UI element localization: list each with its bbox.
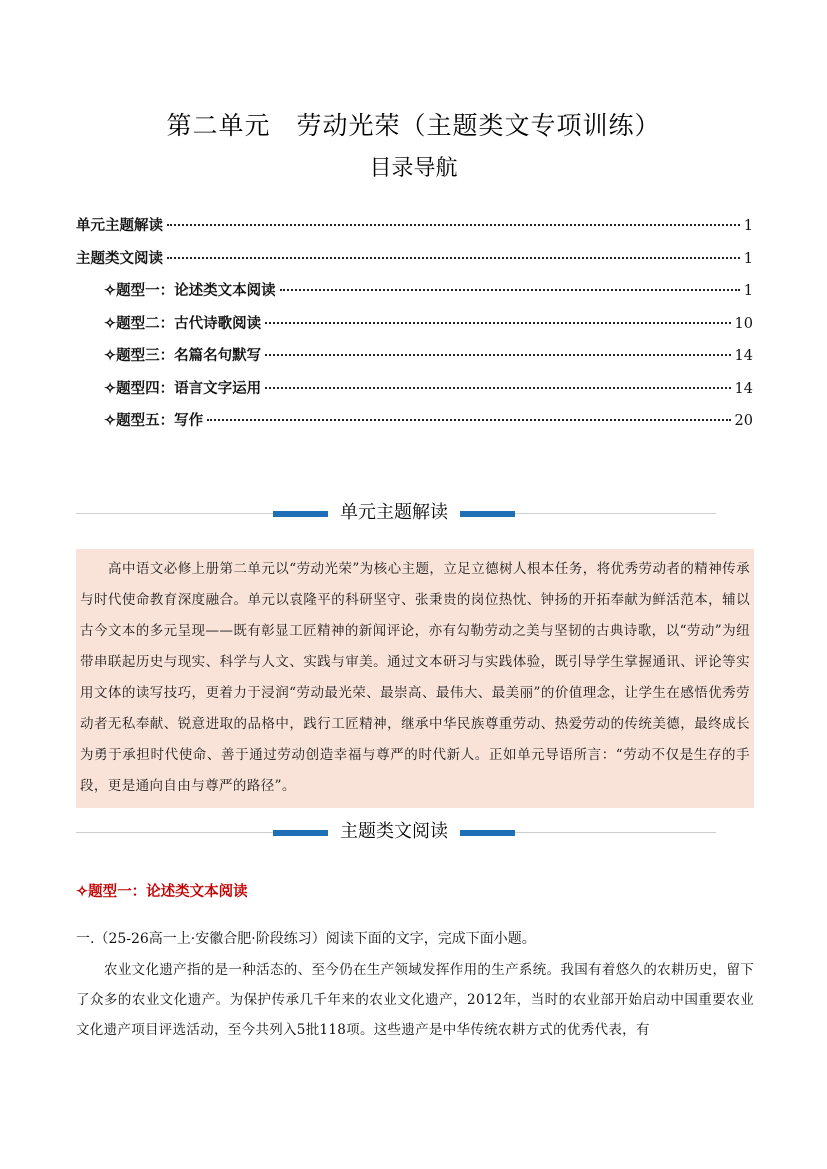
toc-entry-type-3[interactable] (76, 344, 753, 377)
toc-entry-type-2[interactable] (76, 312, 753, 345)
toc-entry-page: 14 (734, 380, 753, 397)
toc-leader-dots (265, 354, 730, 356)
toc-entry-page: 14 (734, 348, 753, 364)
toc-entry-page: 20 (734, 413, 753, 429)
toc-entry-label: ✧题型二：古代诗歌阅读 (104, 314, 262, 332)
toc-entry-label: 单元主题解读 (76, 217, 163, 234)
toc-leader-dots (207, 419, 730, 421)
question-type-heading: ✧题型一：论述类文本阅读 (76, 883, 248, 900)
section-title: 单元主题解读 (328, 501, 460, 525)
document-title: 第二单元 劳动光荣（主题类文专项训练） (166, 111, 661, 140)
toc-entry-label: ✧题型四：语言文字运用 (104, 379, 262, 397)
toc-leader-dots (265, 387, 730, 389)
section-title: 主题类文阅读 (328, 820, 460, 844)
toc-entry-unit-theme[interactable] (76, 214, 753, 247)
toc-heading: 目录导航 (369, 156, 458, 181)
toc-entry-page: 1 (743, 283, 753, 299)
section-header-theme-reading (76, 820, 716, 846)
reading-passage (76, 955, 754, 1045)
toc-entry-label: 主题类文阅读 (76, 249, 163, 267)
section-accent-bar-left (273, 511, 328, 517)
toc-entry-page: 10 (734, 315, 753, 332)
question-prompt: 一.（25-26高一上·安徽合肥·阶段练习）阅读下面的文字，完成下面小题。 (76, 931, 536, 947)
toc-entry-label: ✧题型三：名篇名句默写 (104, 347, 262, 364)
toc-entry-type-5[interactable] (76, 409, 753, 442)
toc-entry-page: 1 (743, 218, 753, 234)
toc-entry-page: 1 (743, 250, 753, 267)
toc-leader-dots (280, 289, 740, 291)
unit-intro-text: 高中语文必修上册第二单元以“劳动光荣”为核心主题，立足立德树人根本任务，将优秀劳动者的精神传承与时代使命教育深度融合。单元以袁隆平的科研坚守、张秉贵的岗位热忱、钟扬的开拓奉献为鲜活范本，辅以古今文本的多元呈现——既有彰显工匠精神的新闻评论，亦有勾勒劳动之美与坚韧的古典诗歌，以“劳动”为纽带串联起历史与现实、科学与人文、实践与审美。通过文本研习与实践体验，既引导学生掌握通讯、评论等实用文体的读写技巧，更着力于浸润“劳动最光荣、最崇高、最伟大、最美丽”的价值理念，让学生在感悟优秀劳动者无私奉献、锐意进取的品格中，践行工匠精神，继承中华民族尊重劳动、热爱劳动的传统美德，最终成长为勇于承担时代使命、善于通过劳动创造幸福与尊严的时代新人。正如单元导语所言：“劳动不仅是生存的手段，更是通向自由与尊严的路径”。 (80, 561, 750, 794)
passage-paragraph: 农业文化遗产指的是一种活态的、至今仍在生产领域发挥作用的生产系统。我国有着悠久的农耕历史，留下了众多的农业文化遗产。为保护传承几千年来的农业文化遗产，2012年，当时的农业部开始启动中国重要农业文化遗产项目评选活动，至今共列入5批118项。这些遗产是中华传统农耕方式的优秀代表，有 (76, 962, 754, 1038)
toc-leader-dots (265, 322, 730, 324)
table-of-contents (76, 214, 753, 442)
toc-leader-dots (167, 224, 740, 226)
toc-entry-theme-reading[interactable] (76, 247, 753, 280)
toc-entry-type-1[interactable] (76, 279, 753, 312)
toc-entry-label: ✧题型一：论述类文本阅读 (104, 282, 276, 299)
toc-entry-label: ✧题型五：写作 (104, 412, 204, 429)
unit-intro-box (76, 549, 754, 808)
section-accent-bar-left (273, 830, 328, 836)
section-header-unit-theme (76, 501, 716, 527)
section-accent-bar-right (460, 830, 515, 836)
section-accent-bar-right (460, 511, 515, 517)
toc-leader-dots (167, 257, 740, 259)
toc-entry-type-4[interactable] (76, 377, 753, 410)
